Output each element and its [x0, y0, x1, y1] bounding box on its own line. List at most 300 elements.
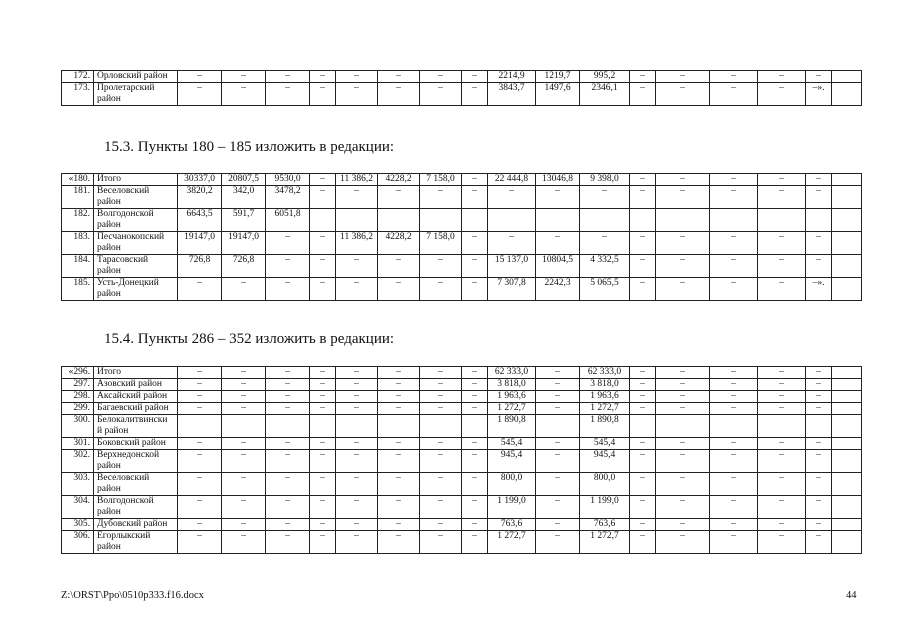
value-cell: –	[378, 438, 420, 450]
value-cell: –	[630, 367, 656, 379]
footer-file-path: Z:\ORST\Ppo\0510p333.f16.docx	[61, 590, 204, 601]
value-cell: –	[178, 367, 222, 379]
district-name: Волгодонской район	[94, 209, 178, 232]
value-cell: 2346,1	[580, 83, 630, 106]
value-cell: –	[630, 496, 656, 519]
value-cell: –	[710, 531, 758, 554]
value-cell: 62 333,0	[488, 367, 536, 379]
value-cell: –	[310, 531, 336, 554]
value-cell: –	[710, 450, 758, 473]
value-cell: –	[178, 496, 222, 519]
value-cell: –	[630, 174, 656, 186]
value-cell: –	[420, 367, 462, 379]
value-cell: 9530,0	[266, 174, 310, 186]
value-cell: 726,8	[222, 255, 266, 278]
district-name: Белокалитвински й район	[94, 415, 178, 438]
table-row	[62, 278, 862, 301]
value-cell: –	[806, 255, 832, 278]
value-cell: 995,2	[580, 71, 630, 83]
value-cell: 800,0	[580, 473, 630, 496]
value-cell: –	[420, 186, 462, 209]
value-cell	[630, 209, 656, 232]
value-cell: 7 307,8	[488, 278, 536, 301]
value-cell: –	[806, 519, 832, 531]
value-cell: 342,0	[222, 186, 266, 209]
value-cell: –	[178, 450, 222, 473]
value-cell: –	[536, 531, 580, 554]
empty-cell	[832, 255, 862, 278]
value-cell	[378, 415, 420, 438]
district-name: Усть-Донецкий район	[94, 278, 178, 301]
value-cell: –	[656, 83, 710, 106]
value-cell: 1 963,6	[580, 391, 630, 403]
empty-cell	[832, 278, 862, 301]
value-cell: –	[378, 473, 420, 496]
value-cell: 591,7	[222, 209, 266, 232]
district-name: Боковский район	[94, 438, 178, 450]
value-cell: –	[710, 367, 758, 379]
value-cell: 2242,3	[536, 278, 580, 301]
value-cell: –	[420, 473, 462, 496]
value-cell: –	[806, 473, 832, 496]
value-cell: 800,0	[488, 473, 536, 496]
district-name: Егорлыкский район	[94, 531, 178, 554]
value-cell: 1 890,8	[580, 415, 630, 438]
value-cell: –	[710, 519, 758, 531]
value-cell: 945,4	[488, 450, 536, 473]
value-cell: –	[656, 255, 710, 278]
value-cell: –	[222, 450, 266, 473]
value-cell: –	[336, 367, 378, 379]
value-cell: –	[178, 379, 222, 391]
value-cell: –	[656, 450, 710, 473]
value-cell: –	[336, 83, 378, 106]
value-cell: –	[178, 531, 222, 554]
value-cell: –	[336, 71, 378, 83]
value-cell: –	[336, 278, 378, 301]
table-row	[62, 83, 862, 106]
district-name: Тарасовский район	[94, 255, 178, 278]
empty-cell	[832, 174, 862, 186]
value-cell: –	[488, 232, 536, 255]
value-cell: –	[310, 391, 336, 403]
value-cell: –	[656, 519, 710, 531]
value-cell: –	[310, 255, 336, 278]
value-cell: –	[178, 438, 222, 450]
value-cell: –	[758, 186, 806, 209]
value-cell	[420, 209, 462, 232]
value-cell: –	[536, 519, 580, 531]
value-cell: –	[462, 232, 488, 255]
value-cell: –	[806, 496, 832, 519]
value-cell: –	[536, 496, 580, 519]
row-number: 183.	[62, 232, 94, 255]
value-cell: –	[536, 186, 580, 209]
value-cell: –	[806, 379, 832, 391]
district-name: Дубовский район	[94, 519, 178, 531]
value-cell	[178, 415, 222, 438]
value-cell: –	[266, 71, 310, 83]
value-cell: –	[710, 379, 758, 391]
table-rows-180-185	[61, 173, 862, 301]
value-cell: 7 158,0	[420, 174, 462, 186]
value-cell: –	[266, 438, 310, 450]
heading-section-15-3: 15.3. Пункты 180 – 185 изложить в редакции:	[104, 139, 395, 155]
value-cell: –	[462, 186, 488, 209]
value-cell: –	[222, 438, 266, 450]
district-name: Верхнедонской район	[94, 450, 178, 473]
value-cell: –	[336, 379, 378, 391]
value-cell: –	[806, 438, 832, 450]
value-cell: –	[378, 519, 420, 531]
value-cell: –	[758, 71, 806, 83]
value-cell: –	[336, 186, 378, 209]
value-cell: –	[580, 186, 630, 209]
value-cell: –	[336, 496, 378, 519]
value-cell: 19147,0	[178, 232, 222, 255]
value-cell: –	[420, 438, 462, 450]
value-cell	[420, 415, 462, 438]
table-rows-172-173	[61, 70, 862, 106]
district-name: Итого	[94, 367, 178, 379]
value-cell: –	[806, 367, 832, 379]
value-cell: –	[420, 531, 462, 554]
value-cell: –	[178, 71, 222, 83]
value-cell: 1 963,6	[488, 391, 536, 403]
value-cell: 726,8	[178, 255, 222, 278]
row-number: 181.	[62, 186, 94, 209]
value-cell: –	[310, 174, 336, 186]
empty-cell	[832, 519, 862, 531]
value-cell: 62 333,0	[580, 367, 630, 379]
value-cell: –	[310, 379, 336, 391]
value-cell: –	[806, 186, 832, 209]
value-cell: –	[266, 255, 310, 278]
district-name: Пролетарский район	[94, 83, 178, 106]
value-cell: –	[378, 186, 420, 209]
value-cell: –	[806, 71, 832, 83]
value-cell: –	[462, 83, 488, 106]
value-cell: –	[310, 71, 336, 83]
value-cell: 1219,7	[536, 71, 580, 83]
row-number: 185.	[62, 278, 94, 301]
value-cell: –	[462, 391, 488, 403]
table-rows-296-306	[61, 366, 862, 554]
value-cell: –	[630, 255, 656, 278]
value-cell	[310, 209, 336, 232]
value-cell: –	[310, 519, 336, 531]
table-body	[62, 174, 862, 301]
empty-cell	[832, 186, 862, 209]
value-cell: 4228,2	[378, 174, 420, 186]
value-cell	[266, 415, 310, 438]
value-cell: –	[336, 519, 378, 531]
value-cell: –	[710, 83, 758, 106]
row-number: 306.	[62, 531, 94, 554]
value-cell: –	[536, 367, 580, 379]
value-cell: –	[462, 473, 488, 496]
row-number: 301.	[62, 438, 94, 450]
value-cell: –	[222, 71, 266, 83]
value-cell: –	[630, 71, 656, 83]
value-cell: –	[266, 450, 310, 473]
value-cell: –	[420, 519, 462, 531]
value-cell: –	[222, 379, 266, 391]
value-cell: –	[630, 403, 656, 415]
district-name: Азовский район	[94, 379, 178, 391]
value-cell: –	[536, 391, 580, 403]
row-number: 299.	[62, 403, 94, 415]
table-row	[62, 519, 862, 531]
value-cell: 3 818,0	[580, 379, 630, 391]
empty-cell	[832, 438, 862, 450]
value-cell	[806, 209, 832, 232]
value-cell: 763,6	[488, 519, 536, 531]
value-cell: –	[266, 379, 310, 391]
value-cell: –	[420, 278, 462, 301]
table-row	[62, 186, 862, 209]
value-cell: –	[336, 255, 378, 278]
value-cell: 545,4	[488, 438, 536, 450]
footer-page-number: 44	[846, 590, 857, 601]
value-cell	[488, 209, 536, 232]
value-cell	[758, 415, 806, 438]
value-cell: –	[656, 473, 710, 496]
value-cell: –	[710, 232, 758, 255]
value-cell: 3 818,0	[488, 379, 536, 391]
value-cell: –	[310, 83, 336, 106]
value-cell	[656, 209, 710, 232]
table-row	[62, 367, 862, 379]
table-row	[62, 174, 862, 186]
value-cell: –	[420, 255, 462, 278]
row-number: 302.	[62, 450, 94, 473]
value-cell: –	[266, 531, 310, 554]
value-cell	[462, 209, 488, 232]
value-cell: –	[310, 473, 336, 496]
value-cell: –	[536, 232, 580, 255]
value-cell: –	[710, 473, 758, 496]
table-row	[62, 232, 862, 255]
value-cell	[336, 209, 378, 232]
value-cell: –	[758, 174, 806, 186]
value-cell: –	[266, 473, 310, 496]
empty-cell	[832, 209, 862, 232]
table-row	[62, 209, 862, 232]
value-cell: –	[336, 403, 378, 415]
value-cell: –	[336, 450, 378, 473]
value-cell: –	[758, 391, 806, 403]
table-row	[62, 438, 862, 450]
value-cell: –	[656, 232, 710, 255]
row-number: 182.	[62, 209, 94, 232]
district-name: Волгодонской район	[94, 496, 178, 519]
value-cell: 20807,5	[222, 174, 266, 186]
value-cell: –	[222, 367, 266, 379]
value-cell: –	[310, 232, 336, 255]
value-cell: 19147,0	[222, 232, 266, 255]
value-cell: –	[222, 473, 266, 496]
value-cell: 10804,5	[536, 255, 580, 278]
value-cell: –	[420, 391, 462, 403]
value-cell: –	[710, 255, 758, 278]
value-cell: –	[222, 278, 266, 301]
value-cell: –	[222, 391, 266, 403]
value-cell: –	[536, 403, 580, 415]
value-cell: –	[710, 391, 758, 403]
table-row	[62, 473, 862, 496]
value-cell: 2214,9	[488, 71, 536, 83]
value-cell: –	[806, 391, 832, 403]
value-cell: –	[630, 379, 656, 391]
value-cell: –	[378, 83, 420, 106]
value-cell: 11 386,2	[336, 174, 378, 186]
value-cell: –	[758, 450, 806, 473]
value-cell: –	[462, 367, 488, 379]
value-cell: 9 398,0	[580, 174, 630, 186]
value-cell: –	[336, 473, 378, 496]
value-cell: –	[222, 496, 266, 519]
value-cell: 3478,2	[266, 186, 310, 209]
empty-cell	[832, 403, 862, 415]
value-cell: –	[758, 473, 806, 496]
value-cell: –	[630, 232, 656, 255]
value-cell: –	[630, 391, 656, 403]
value-cell: –	[178, 403, 222, 415]
value-cell: –	[420, 71, 462, 83]
value-cell: –	[710, 278, 758, 301]
row-number: 305.	[62, 519, 94, 531]
value-cell: –	[710, 174, 758, 186]
value-cell: –	[266, 232, 310, 255]
empty-cell	[832, 473, 862, 496]
table-row	[62, 379, 862, 391]
value-cell	[580, 209, 630, 232]
table-row	[62, 71, 862, 83]
value-cell: –	[266, 519, 310, 531]
row-number: 184.	[62, 255, 94, 278]
value-cell	[656, 415, 710, 438]
value-cell: –	[758, 367, 806, 379]
value-cell: –	[178, 391, 222, 403]
value-cell: –	[656, 391, 710, 403]
value-cell: –	[806, 403, 832, 415]
value-cell: –	[536, 450, 580, 473]
value-cell: –	[378, 450, 420, 473]
value-cell: 3820,2	[178, 186, 222, 209]
value-cell: –	[462, 438, 488, 450]
row-number: 173.	[62, 83, 94, 106]
value-cell: 4228,2	[378, 232, 420, 255]
value-cell: –	[420, 379, 462, 391]
value-cell: –	[710, 403, 758, 415]
value-cell: –	[310, 496, 336, 519]
value-cell: 1 199,0	[580, 496, 630, 519]
value-cell	[462, 415, 488, 438]
value-cell: –	[758, 496, 806, 519]
value-cell: –	[656, 438, 710, 450]
value-cell: 1 890,8	[488, 415, 536, 438]
value-cell: –	[378, 255, 420, 278]
value-cell: –	[378, 531, 420, 554]
value-cell: –	[462, 496, 488, 519]
value-cell: –	[656, 278, 710, 301]
value-cell: –	[758, 255, 806, 278]
value-cell	[630, 415, 656, 438]
value-cell: –	[630, 519, 656, 531]
empty-cell	[832, 496, 862, 519]
value-cell: –	[378, 496, 420, 519]
value-cell: –	[536, 438, 580, 450]
value-cell: –	[266, 391, 310, 403]
value-cell	[222, 415, 266, 438]
value-cell: –	[462, 71, 488, 83]
value-cell: –	[630, 278, 656, 301]
table-row	[62, 255, 862, 278]
value-cell: –	[378, 278, 420, 301]
value-cell: –	[758, 232, 806, 255]
value-cell: –	[178, 473, 222, 496]
value-cell: –	[656, 367, 710, 379]
value-cell: –	[178, 278, 222, 301]
value-cell	[536, 209, 580, 232]
value-cell: 11 386,2	[336, 232, 378, 255]
value-cell: –	[656, 379, 710, 391]
value-cell: –	[462, 255, 488, 278]
empty-cell	[832, 415, 862, 438]
empty-cell	[832, 450, 862, 473]
value-cell: 763,6	[580, 519, 630, 531]
value-cell: 7 158,0	[420, 232, 462, 255]
value-cell: –	[806, 232, 832, 255]
row-number: 298.	[62, 391, 94, 403]
value-cell: –».	[806, 278, 832, 301]
value-cell: –	[266, 278, 310, 301]
value-cell: –	[656, 403, 710, 415]
row-number: 172.	[62, 71, 94, 83]
value-cell: –	[656, 531, 710, 554]
value-cell: 22 444,8	[488, 174, 536, 186]
value-cell: –	[758, 531, 806, 554]
table-row	[62, 391, 862, 403]
empty-cell	[832, 379, 862, 391]
value-cell: –	[758, 519, 806, 531]
table-body	[62, 367, 862, 554]
value-cell: 6051,8	[266, 209, 310, 232]
value-cell: –	[222, 519, 266, 531]
value-cell: 545,4	[580, 438, 630, 450]
value-cell: –	[310, 403, 336, 415]
value-cell: 1 272,7	[580, 403, 630, 415]
value-cell: –	[630, 186, 656, 209]
value-cell: –	[710, 438, 758, 450]
value-cell: –	[656, 174, 710, 186]
value-cell: 1497,6	[536, 83, 580, 106]
row-number: 300.	[62, 415, 94, 438]
value-cell	[710, 209, 758, 232]
value-cell: 1 272,7	[488, 531, 536, 554]
value-cell: –	[630, 450, 656, 473]
value-cell: –».	[806, 83, 832, 106]
value-cell: –	[656, 186, 710, 209]
value-cell: 945,4	[580, 450, 630, 473]
value-cell: 15 137,0	[488, 255, 536, 278]
value-cell	[310, 415, 336, 438]
value-cell: –	[580, 232, 630, 255]
value-cell: –	[758, 278, 806, 301]
value-cell: –	[378, 403, 420, 415]
empty-cell	[832, 531, 862, 554]
